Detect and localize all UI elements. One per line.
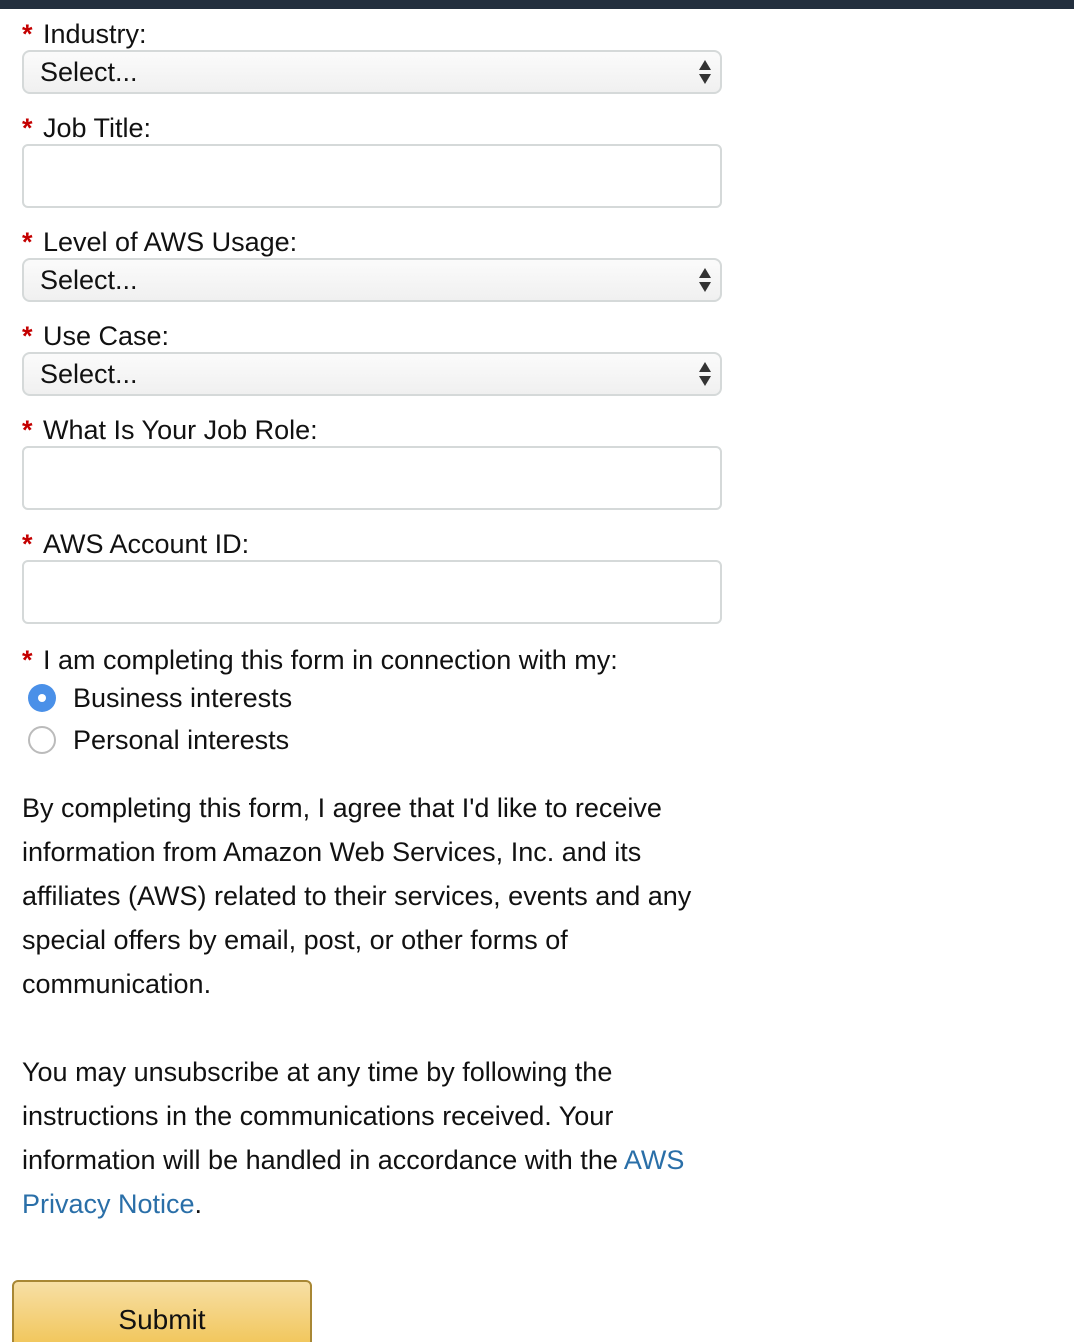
required-marker: * bbox=[22, 321, 33, 351]
use-case-label: * Use Case: bbox=[22, 321, 170, 351]
radio-button[interactable] bbox=[28, 726, 56, 754]
radio-personal-interests[interactable] bbox=[28, 724, 289, 756]
consent-text: By completing this form, I agree that I'd like to receive information from Amazon Web Services, Inc. and its affiliates (AWS) related to their services, events and any special offers by email, post, or other forms of communication. bbox=[22, 793, 692, 999]
job-role-label: * What Is Your Job Role: bbox=[22, 415, 318, 445]
radio-button-checked[interactable] bbox=[28, 684, 56, 712]
top-bar bbox=[0, 0, 1074, 9]
aws-usage-select-value: Select... bbox=[40, 265, 138, 295]
job-role-input[interactable] bbox=[22, 446, 722, 510]
aws-usage-label: * Level of AWS Usage: bbox=[22, 227, 298, 257]
account-id-input[interactable] bbox=[22, 560, 722, 624]
submit-button[interactable]: Submit bbox=[12, 1280, 312, 1342]
radio-label: Personal interests bbox=[73, 725, 290, 755]
radio-business-interests[interactable] bbox=[28, 682, 292, 714]
select-arrows-icon bbox=[698, 265, 712, 295]
select-arrows-icon bbox=[698, 359, 712, 389]
industry-select-value: Select... bbox=[40, 57, 138, 87]
required-marker: * bbox=[22, 529, 33, 559]
required-marker: * bbox=[22, 227, 33, 257]
required-marker: * bbox=[22, 113, 33, 143]
industry-select[interactable] bbox=[22, 50, 722, 94]
industry-label: * Industry: bbox=[22, 19, 147, 49]
privacy-notice-link[interactable]: AWS Privacy Notice bbox=[22, 1145, 685, 1219]
use-case-select[interactable] bbox=[22, 352, 722, 396]
connection-label: * I am completing this form in connection with my: bbox=[22, 645, 618, 675]
required-marker: * bbox=[22, 19, 33, 49]
radio-label: Business interests bbox=[73, 683, 293, 713]
select-arrows-icon bbox=[698, 57, 712, 87]
required-marker: * bbox=[22, 415, 33, 445]
account-id-label: * AWS Account ID: bbox=[22, 529, 250, 559]
aws-usage-select[interactable] bbox=[22, 258, 722, 302]
job-title-label: * Job Title: bbox=[22, 113, 152, 143]
required-marker: * bbox=[22, 645, 33, 675]
use-case-select-value: Select... bbox=[40, 359, 138, 389]
job-title-input[interactable] bbox=[22, 144, 722, 208]
unsubscribe-text: You may unsubscribe at any time by following the instructions in the communications received. Your information will be handled in accordance with the AWS Privacy Notice. bbox=[22, 1057, 685, 1219]
